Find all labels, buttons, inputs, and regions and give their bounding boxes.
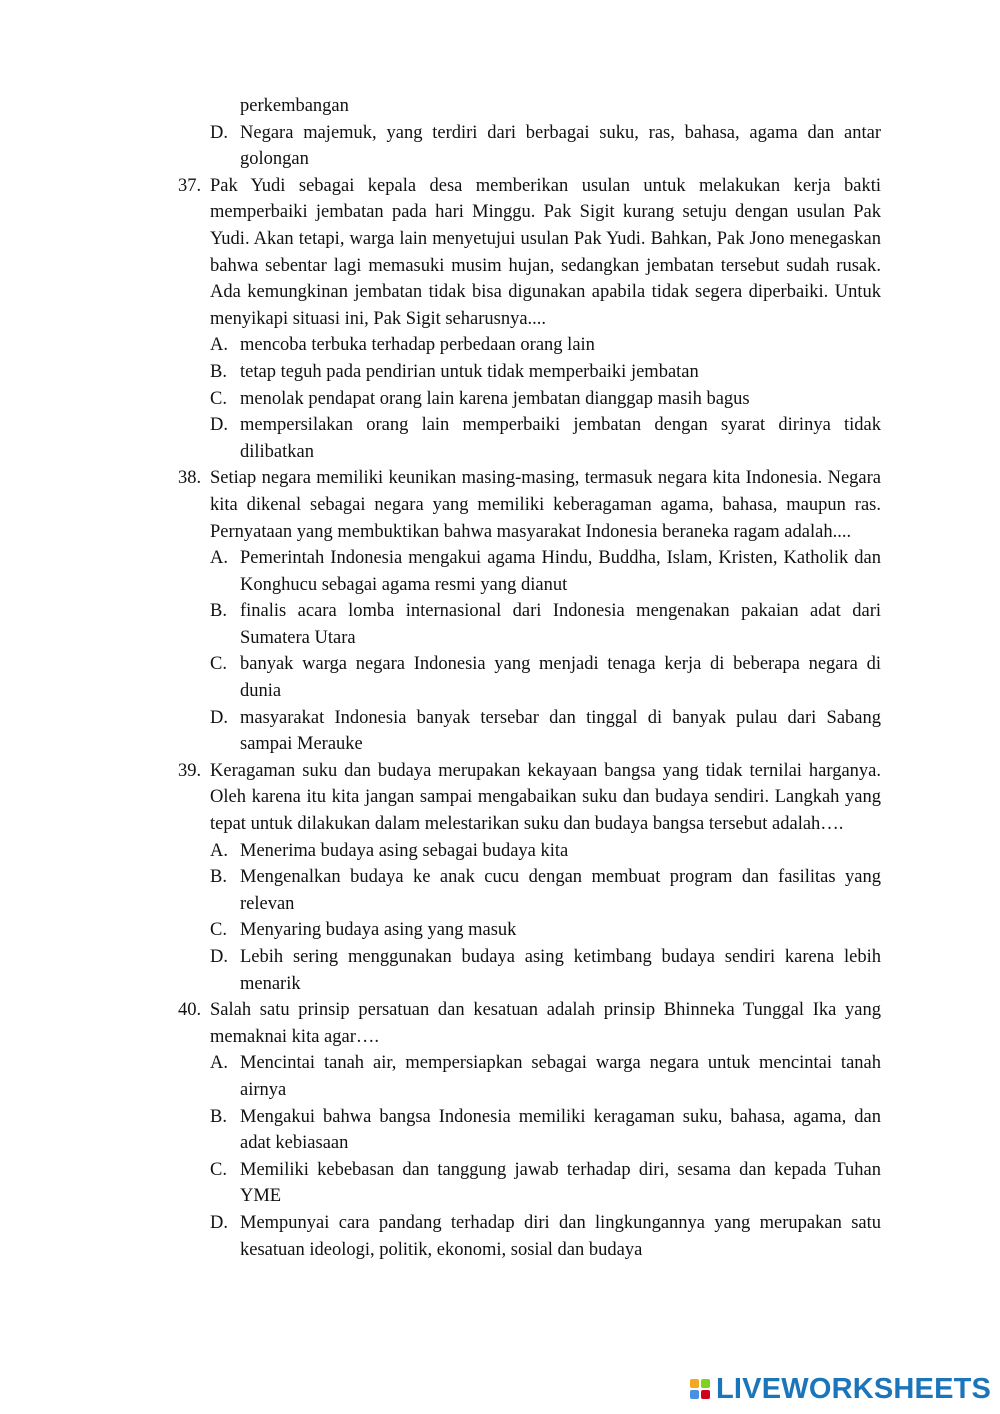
logo-square-2 (701, 1379, 710, 1388)
logo-grid-icon (690, 1379, 710, 1399)
option-d-prev (178, 120, 881, 173)
option-text: tetap teguh pada pendirian untuk tidak memperbaiki jembatan (240, 361, 699, 382)
option-letter: D. (210, 415, 228, 436)
logo-square-4 (701, 1390, 710, 1399)
option-letter: A. (210, 548, 228, 569)
question-40-option-c[interactable] (178, 1157, 881, 1210)
option-text: Lebih sering menggunakan budaya asing ketimbang budaya sendiri karena lebih menarik (240, 947, 881, 994)
question-text: Pak Yudi sebagai kepala desa memberikan usulan untuk melakukan kerja bakti memperbaiki jembatan pada hari Minggu. Pak Sigit kurang setuju dengan usulan Pak Yudi. Akan tetapi, warga lain menyetujui usulan Pak Yudi. Bahkan, Pak Jono menegaskan bahwa sebentar lagi memasuki musim hujan, sedangkan jembatan tersebut sudah rusak. Ada kemungkinan jembatan tidak bisa digunakan apabila tidak segera diperbaiki. Untuk menyikapi situasi ini, Pak Sigit seharusnya.... (210, 175, 881, 329)
option-letter: D. (210, 707, 228, 728)
option-text: Menyaring budaya asing yang masuk (240, 920, 517, 941)
question-40-option-b[interactable] (178, 1104, 881, 1157)
option-text: banyak warga negara Indonesia yang menjadi tenaga kerja di beberapa negara di dunia (240, 654, 881, 702)
question-38-option-c[interactable] (178, 651, 881, 704)
question-number: 40. (178, 1000, 202, 1021)
question-list (178, 93, 881, 1263)
option-letter: C. (210, 1159, 227, 1180)
question-37-option-b[interactable] (178, 359, 881, 386)
option-text: Menerima budaya asing sebagai budaya kita (240, 840, 569, 861)
question-39-option-b[interactable] (178, 864, 881, 917)
option-letter: A. (210, 335, 228, 356)
option-text: Pemerintah Indonesia mengakui agama Hindu, Buddha, Islam, Kristen, Katholik dan Konghucu sebagai agama resmi yang dianut (240, 548, 881, 595)
question-38 (178, 465, 881, 545)
question-40-option-a[interactable] (178, 1050, 881, 1103)
option-letter: D. (210, 947, 228, 967)
option-letter: B. (210, 601, 227, 622)
question-40-option-d[interactable] (178, 1210, 881, 1263)
option-text: Memiliki kebebasan dan tanggung jawab terhadap diri, sesama dan kepada Tuhan YME (240, 1159, 881, 1207)
option-letter: C. (210, 388, 227, 409)
option-letter: A. (210, 1053, 228, 1074)
logo-square-3 (690, 1390, 699, 1399)
question-37 (178, 173, 881, 333)
question-number: 38. (178, 468, 202, 489)
option-letter: D. (210, 122, 228, 143)
option-text: Negara majemuk, yang terdiri dari berbagai suku, ras, bahasa, agama dan antar golongan (240, 122, 881, 170)
question-number: 37. (178, 175, 202, 196)
question-39-option-c[interactable] (178, 917, 881, 944)
option-text: Mencintai tanah air, mempersiapkan sebagai warga negara untuk mencintai tanah airnya (240, 1053, 881, 1100)
option-text: finalis acara lomba internasional dari Indonesia mengenakan pakaian adat dari Sumatera Utara (240, 601, 881, 648)
question-text: Keragaman suku dan budaya merupakan kekayaan bangsa yang tidak ternilai harganya. Oleh karena itu kita jangan sampai mengabaikan suku dan budaya sendiri. Langkah yang tepat untuk dilakukan dalam melestarikan suku dan budaya bangsa tersebut adalah…. (210, 760, 881, 835)
continuation-line: perkembangan (240, 96, 349, 116)
option-letter: B. (210, 867, 227, 888)
question-39-option-a[interactable] (178, 838, 881, 865)
question-38-option-b[interactable] (178, 598, 881, 651)
option-letter: A. (210, 840, 228, 861)
option-letter: C. (210, 654, 227, 675)
option-letter: B. (210, 1106, 227, 1127)
question-39-option-d[interactable] (178, 944, 881, 997)
question-37-option-a[interactable] (178, 332, 881, 359)
option-text: menolak pendapat orang lain karena jembatan dianggap masih bagus (240, 388, 750, 409)
option-text: Mempunyai cara pandang terhadap diri dan lingkungannya yang merupakan satu kesatuan ideologi, politik, ekonomi, sosial dan budaya (240, 1212, 881, 1260)
option-text: Mengenalkan budaya ke anak cucu dengan membuat program dan fasilitas yang relevan (240, 867, 881, 914)
question-text: Salah satu prinsip persatuan dan kesatuan adalah prinsip Bhinneka Tunggal Ika yang memaknai kita agar…. (210, 1000, 881, 1047)
option-text: mempersilakan orang lain memperbaiki jembatan dengan syarat dirinya tidak dilibatkan (240, 415, 881, 462)
option-letter: B. (210, 361, 227, 382)
question-38-option-d[interactable] (178, 705, 881, 758)
question-text: Setiap negara memiliki keunikan masing-masing, termasuk negara kita Indonesia. Negara kita dikenal sebagai negara yang memiliki keberagaman agama, bahasa, maupun ras. Pernyataan yang membuktikan bahwa masyarakat Indonesia beraneka ragam adalah.... (210, 468, 881, 542)
option-text: mencoba terbuka terhadap perbedaan orang lain (240, 335, 595, 356)
question-37-option-c[interactable] (178, 386, 881, 413)
question-38-option-a[interactable] (178, 545, 881, 598)
option-letter: D. (210, 1212, 228, 1233)
option-text: Mengakui bahwa bangsa Indonesia memiliki keragaman suku, bahasa, agama, dan adat kebiasaan (240, 1106, 881, 1154)
question-40 (178, 997, 881, 1050)
option-letter: C. (210, 920, 227, 941)
logo-square-1 (690, 1379, 699, 1388)
question-39 (178, 758, 881, 838)
logo-text: LIVEWORKSHEETS (716, 1372, 992, 1405)
liveworksheets-logo[interactable] (690, 1374, 991, 1404)
option-text: masyarakat Indonesia banyak tersebar dan tinggal di banyak pulau dari Sabang sampai Merauke (240, 707, 881, 755)
question-number: 39. (178, 760, 202, 781)
question-37-option-d[interactable] (178, 412, 881, 465)
